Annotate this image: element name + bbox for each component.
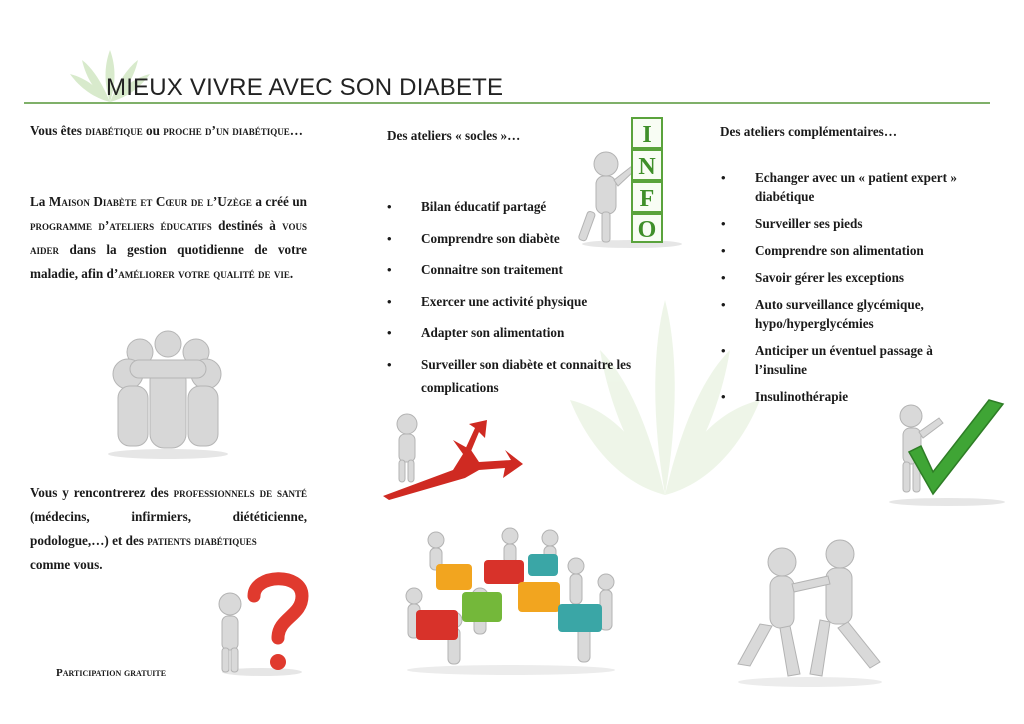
info-letter: F — [639, 186, 655, 212]
list-item: • Connaitre son traitement — [387, 258, 657, 281]
question-mark-figure-icon — [214, 566, 310, 676]
title-divider — [24, 102, 990, 104]
list-item: • Bilan éducatif partagé — [387, 195, 657, 218]
info-letter: N — [638, 154, 656, 180]
checkmark-figure-icon — [883, 398, 1013, 506]
list-item: • Savoir gérer les exceptions — [721, 268, 979, 287]
huddle-figures-icon — [100, 330, 235, 460]
list-item: • Adapter son alimentation — [387, 321, 657, 344]
walking-friends-icon — [730, 536, 890, 688]
list-item: • Auto surveillance glycémique, hypo/hyperglycémies — [721, 295, 979, 333]
crossroads-arrow-icon — [383, 410, 523, 500]
puzzle-team-icon — [400, 526, 622, 676]
list-item: • Surveiller son diabète et connaitre les complications — [387, 353, 657, 399]
page-title: MIEUX VIVRE AVEC SON DIABETE — [106, 74, 504, 101]
col3-heading: Des ateliers complémentaires… — [720, 124, 898, 139]
complementary-workshops-list — [721, 168, 979, 414]
core-workshops-list — [387, 195, 657, 407]
participation-note: Participation gratuite — [56, 667, 167, 679]
list-item: • Anticiper un éventuel passage à l’insuline — [721, 341, 979, 379]
info-letter: I — [642, 122, 652, 148]
list-item: • Exercer une activité physique — [387, 290, 657, 313]
info-letter: O — [637, 217, 657, 243]
list-item: • Comprendre son diabète — [387, 227, 657, 250]
list-item: • Comprendre son alimentation — [721, 241, 979, 260]
list-item: • Surveiller ses pieds — [721, 214, 979, 233]
professionals-paragraph: Vous y rencontrerez des professionnels de santé (médecins, infirmiers, diététicienne, podologue,…) et des patients diabétiques comme vous. — [30, 485, 307, 572]
list-item: • Insulinothérapie — [721, 387, 979, 406]
col2-heading: Des ateliers « socles »… — [387, 128, 521, 143]
program-paragraph: La Maison Diabète et Cœur de l’Uzège a créé un programme d’ateliers éducatifs destinés à vous aider dans la gestion quotidienne de votre maladie, afin d’améliorer votre qualité de vie. — [30, 194, 308, 281]
intro-paragraph: Vous êtes diabétique ou proche d’un diabétique… — [30, 123, 303, 138]
list-item: • Echanger avec un « patient expert » diabétique — [721, 168, 979, 206]
